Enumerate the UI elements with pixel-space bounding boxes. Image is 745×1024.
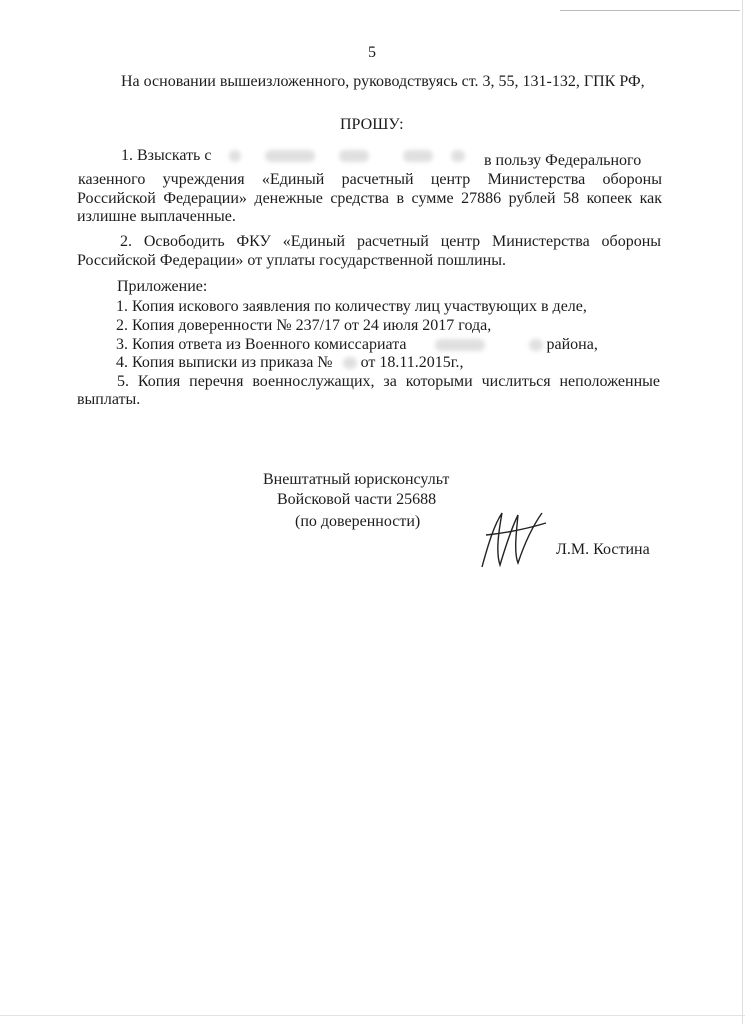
request-2-line: Российской Федерации» от уплаты государственной пошлины.	[77, 252, 506, 269]
appendix-item: 5. Копия перечня военнослужащих, за которыми числиться неположенные	[117, 373, 660, 390]
intro-text: На основании вышеизложенного, руководствуясь ст. 3, 55, 131-132, ГПК РФ,	[121, 73, 645, 90]
appendix-title: Приложение:	[117, 278, 208, 295]
signer-unit: Войсковой части 25688	[277, 491, 437, 508]
request-1-line: 1. Взыскать с	[121, 147, 212, 164]
appendix-item: 1. Копия искового заявления по количеству лиц участвующих в деле,	[116, 298, 587, 315]
signer-name: Л.М. Костина	[556, 541, 650, 558]
signer-basis: (по доверенности)	[295, 513, 421, 530]
request-1-line: Российской Федерации» денежные средства в сумме 27886 рублей 58 копеек как	[77, 190, 662, 207]
redaction	[343, 357, 357, 369]
scan-edge-top	[560, 10, 740, 11]
appendix-item: выплаты.	[77, 391, 141, 408]
request-1-line: в пользу Федерального	[484, 152, 642, 169]
request-1-line: казенного учреждения «Единый расчетный центр Министерства обороны	[78, 171, 662, 188]
scan-edge-right	[742, 0, 743, 1024]
scan-edge-bottom	[0, 1015, 745, 1016]
signer-position: Внештатный юрисконсульт	[263, 471, 450, 488]
appendix-item: 3. Копия ответа из Военного комиссариата района,	[116, 336, 598, 353]
redaction	[435, 339, 485, 351]
redaction	[265, 150, 315, 162]
request-2-line: 2. Освободить ФКУ «Единый расчетный центр Министерства обороны	[120, 233, 661, 250]
page-number: 5	[368, 44, 376, 61]
appendix-item: 2. Копия доверенности № 237/17 от 24 июля 2017 года,	[116, 317, 492, 334]
redaction	[451, 150, 465, 162]
request-heading: ПРОШУ:	[340, 116, 404, 133]
redaction	[339, 150, 369, 162]
appendix-item: 4. Копия выписки из приказа № от 18.11.2015г.,	[116, 354, 464, 371]
redaction	[229, 150, 241, 162]
redaction	[529, 339, 543, 351]
request-1-line: излишне выплаченные.	[77, 208, 236, 225]
handwritten-signature	[476, 505, 548, 573]
redaction	[403, 150, 433, 162]
